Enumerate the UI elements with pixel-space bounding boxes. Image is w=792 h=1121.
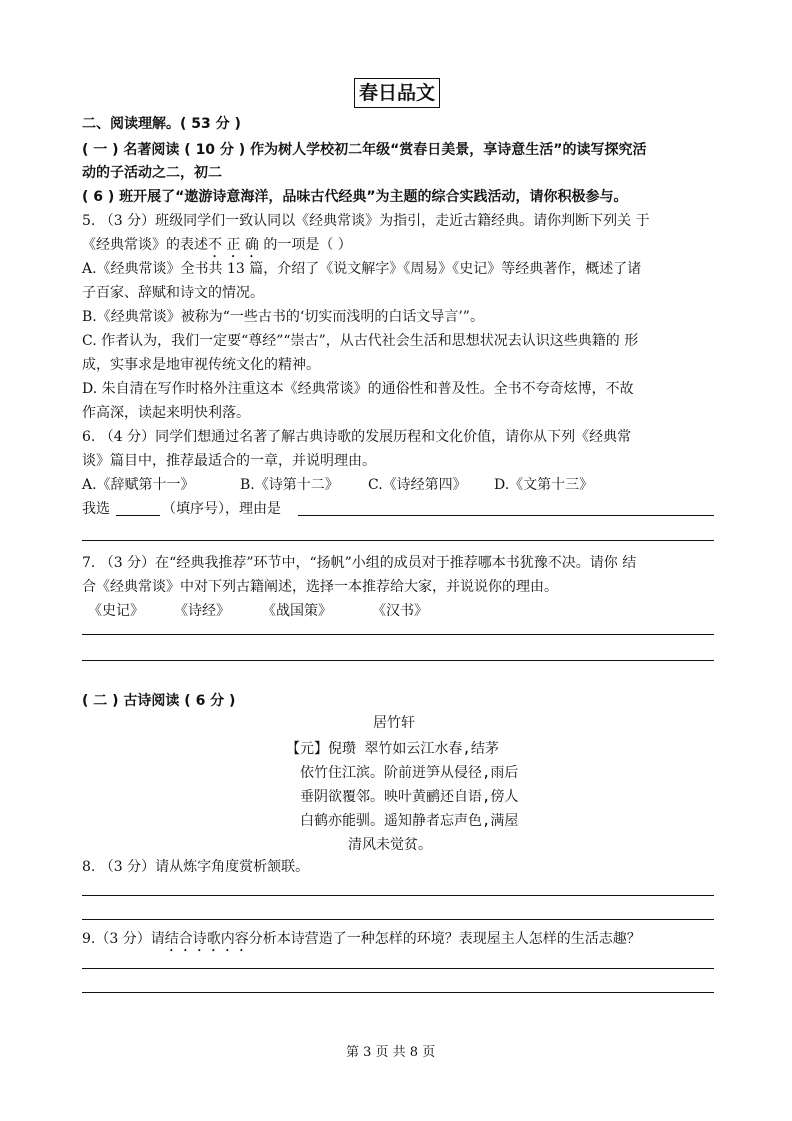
q6-option-b: B.《诗第十二》	[240, 477, 339, 493]
q6-option-d: D.《文第十三》	[494, 477, 594, 493]
q6-stem-line2: 谈》篇目中，推荐最适合的一章，并说明理由。	[82, 453, 376, 469]
q5-option-c-line1: C. 作者认为，我们一定要“尊经”“崇古”，从古代社会生活和思想状况去认识这些典籍的 形	[82, 333, 639, 349]
q5-option-c-line2: 成，实事求是地审视传统文化的精神。	[82, 357, 320, 373]
q6-option-a: A.《辞赋第十一》	[82, 477, 195, 493]
poem-line-5: 清风未觉贫。	[348, 837, 432, 853]
q8-answer-line-2[interactable]	[82, 919, 714, 920]
q7-stem-line1: 7. （3 分）在“经典我推荐”环节中，“扬帆”小组的成员对于推荐哪本书犹豫不决。请你 结	[82, 555, 637, 571]
poem-line-2: 依竹住江滨。阶前迸笋从侵径,雨后	[300, 765, 519, 781]
document-title: 春日品文	[354, 78, 440, 108]
poem-line-3: 垂阴欲覆邻。映叶黄鹂还自语,傍人	[300, 789, 519, 805]
q5-stem-text-b: 的一项是（ ）	[258, 237, 352, 253]
q9-answer-line-2[interactable]	[82, 992, 714, 993]
part1-heading-line3: ( 6 ) 班开展了“遨游诗意海洋，品味古代经典”为主题的综合实践活动，请你积极参与。	[82, 189, 628, 205]
q9-answer-line-1[interactable]	[82, 968, 714, 969]
q6-answer-label: （填序号），理由是	[162, 501, 281, 517]
q9-stem-text-b: 分析本诗营造了一种怎样的环境？表现屋主人怎样的生活志趣？	[248, 931, 641, 947]
q7-book-1: 《史记》	[88, 603, 144, 619]
q5-option-a-line1: A.《经典常谈》全书共 13 篇，介绍了《说文解字》《周易》《史记》等经典著作，概述了诸	[82, 261, 642, 277]
q5-stem-line1: 5. （3 分）班级同学们一致认同以《经典常谈》为指引，走近古籍经典。请你判断下列关 于	[82, 213, 650, 229]
q6-answer-line[interactable]	[82, 540, 714, 541]
q5-option-d-line2: 作高深，读起来明快利落。	[82, 405, 250, 421]
q9-stem-text-a: 9.（3 分）请	[82, 931, 165, 947]
poem-title: 居竹轩	[373, 715, 415, 731]
q8-answer-line-1[interactable]	[82, 895, 714, 896]
q7-stem-line2: 合《经典常谈》中对下列古籍阐述，选择一本推荐给大家，并说说你的理由。	[82, 579, 558, 595]
q7-book-4: 《汉书》	[372, 603, 428, 619]
q5-option-d-line1: D. 朱自清在写作时格外注重这本《经典常谈》的通俗性和普及性。全书不夸奇炫博，不故	[82, 381, 634, 397]
q6-reason-blank[interactable]	[298, 515, 714, 516]
q5-option-a-line2: 子百家、辞赋和诗文的情况。	[82, 285, 264, 301]
section-heading: 二、阅读理解。( 53 分 )	[82, 116, 241, 132]
part1-heading-line1: ( 一 ) 名著阅读 ( 10 分 ) 作为树人学校初二年级“赏春日美景，享诗意生活”的读写探究活	[82, 142, 647, 158]
q5-option-b: B.《经典常谈》被称为“一些古书的‘切实而浅明的白话文导言’”。	[82, 309, 484, 325]
q8-stem: 8. （3 分）请从炼字角度赏析颔联。	[82, 859, 310, 875]
q9-emphasis-text: 结合诗歌内容	[164, 931, 249, 947]
page-footer: 第 3 页 共 8 页	[346, 1045, 436, 1060]
q6-stem-line1: 6. （4 分）同学们想通过名著了解古典诗歌的发展历程和文化价值，请你从下列《经典常	[82, 429, 632, 445]
q7-answer-line-1[interactable]	[82, 634, 714, 635]
q6-choice-blank[interactable]	[116, 515, 160, 516]
q5-stem-line2	[82, 234, 352, 261]
q7-answer-line-2[interactable]	[82, 660, 714, 661]
q5-emphasis-text: 不 正 确	[208, 237, 259, 253]
part1-heading-line2: 动的子活动之二，初二	[82, 165, 222, 181]
q6-answer-prefix: 我选	[82, 501, 110, 517]
q6-option-c: C.《诗经第四》	[368, 477, 467, 493]
q7-book-2: 《诗经》	[174, 603, 230, 619]
poem-line-4: 白鹤亦能驯。遥知静者忘声色,满屋	[300, 813, 519, 829]
q5-stem-text-a: 《经典常谈》的表述	[82, 237, 208, 253]
q9-stem	[82, 928, 641, 955]
q7-book-3: 《战国策》	[262, 603, 332, 619]
poem-line-1: 【元】倪瓒 翠竹如云江水春,结茅	[286, 741, 499, 757]
part2-heading: ( 二 ) 古诗阅读 ( 6 分 )	[82, 693, 236, 709]
